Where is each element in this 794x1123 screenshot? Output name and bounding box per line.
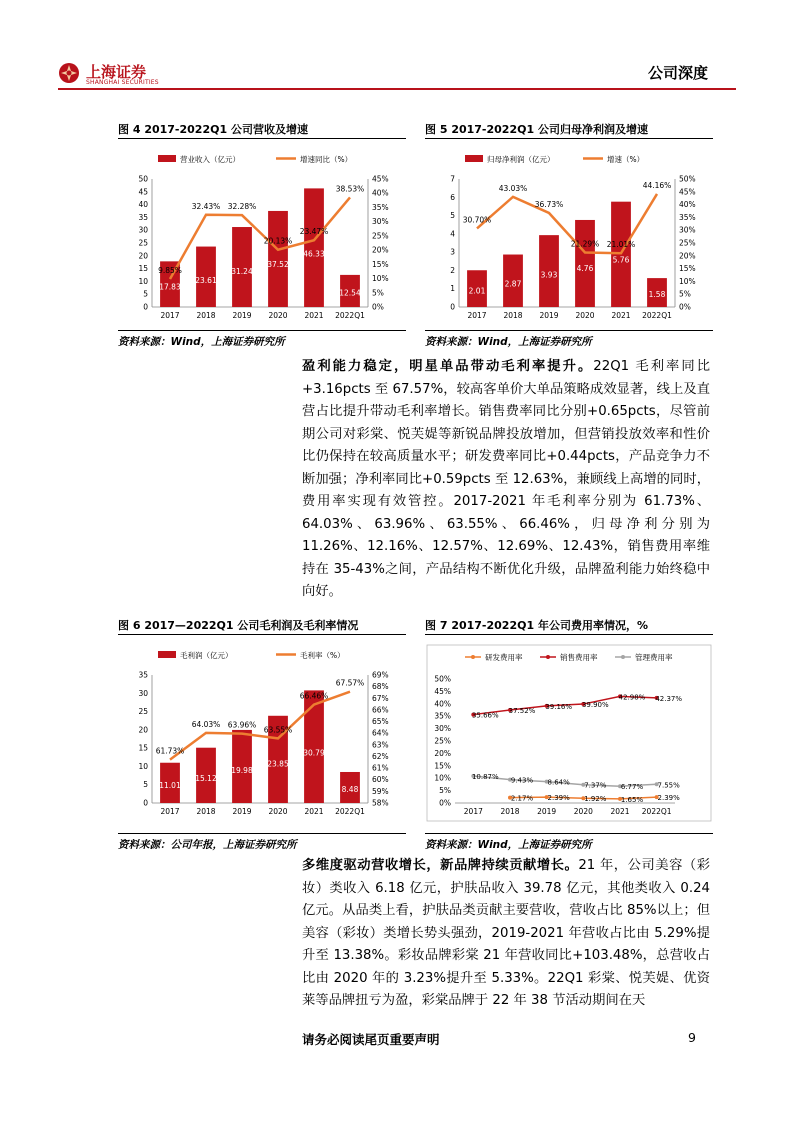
y-right-tick-label: 15% [679, 264, 696, 274]
y-left-tick-label: 5 [143, 780, 148, 790]
y-right-tick-label: 45% [679, 187, 696, 197]
y-right-tick-label: 5% [679, 289, 691, 299]
y-left-tick-label: 3 [450, 247, 455, 257]
y-left-tick-label: 50 [138, 174, 148, 184]
legend-label: 管理费用率 [635, 653, 673, 662]
bar [304, 188, 324, 307]
line-data-label: 20.13% [263, 236, 293, 246]
legend-bar-swatch [158, 155, 176, 162]
paragraph-profitability [302, 356, 710, 604]
y-right-tick-label: 20% [679, 251, 696, 261]
legend-line-label: 增速（%） [607, 155, 645, 164]
paragraph-revenue-drivers [302, 855, 710, 1013]
y-right-tick-label: 58% [372, 798, 389, 808]
page-number: 9 [688, 1030, 696, 1045]
y-tick-label: 10% [434, 773, 451, 783]
legend-bar-label: 归母净利润（亿元） [487, 155, 555, 164]
line-data-label: 38.53% [335, 184, 365, 194]
legend-line-label: 毛利率（%） [300, 651, 345, 660]
fig4-chart [118, 141, 406, 327]
y-tick-label: 0% [439, 798, 451, 808]
paragraph-body: 22Q1 毛利率同比+3.16pcts 至 67.57%，较高客单价大单品策略成效显著，线上及直营占比提升带动毛利率增长。销售费率同比分别+0.65pcts，尽管前期公司对彩棠、悦芙媞等新锐品牌投放增加，但营销投放效率和性价比仍保持在较高质量水平；研发费率同比+0.44pcts，产品竞争力不断加强；净利率同比+0.59pcts 至 12.63%，兼顾线上高增的同时，费用率实现有效管控。2017-2021 年毛利率分别为 61.73%、64.03%、63.96%、63.55%、66.46%，归母净利分别为 11.26%、12.16%、12.57%、12.69%、12.43%，销售费用率维持在 35-43%之间，产品结构不断优化升级，品牌盈利能力始终稳中向好。 [302, 359, 711, 599]
y-right-tick-label: 62% [372, 751, 389, 761]
data-label: 42.37% [655, 694, 683, 703]
x-tick-label: 2020 [268, 807, 288, 816]
y-right-tick-label: 0% [372, 302, 384, 312]
fig7-bottom-rule [425, 833, 713, 834]
y-left-tick-label: 40 [138, 200, 148, 210]
bar [304, 690, 324, 803]
x-tick-label: 2019 [539, 311, 559, 320]
y-left-tick-label: 20 [138, 251, 148, 261]
fig7-title: 图 7 2017-2022Q1 年公司费用率情况，% [425, 619, 648, 632]
y-left-tick-label: 35 [138, 670, 148, 680]
paragraph-body: 21 年，公司美容（彩妆）类收入 6.18 亿元，护肤品收入 39.78 亿元，其他类收入 0.24 亿元。从品类上看，护肤品类贡献主要营收，营收占比 85%以上；但美容（彩妆）类增长势头强劲，2019-2021 年营收占比由 5.29%提升至 13.38%。彩妆品牌彩棠 21 年营收同比+103.48%，总营收占比由 2020 年的 3.23%提升至 5.33%。22Q1 彩棠、悦芙媞、优资莱等品牌扭亏为盈，彩棠品牌于 22 年 38 节活动期间在天 [302, 858, 711, 1008]
data-label: 10.87% [471, 773, 499, 782]
bar-data-label: 12.54 [339, 288, 361, 298]
fig5-title: 图 5 2017-2022Q1 公司归母净利润及增速 [425, 123, 648, 136]
y-left-tick-label: 25 [138, 238, 148, 248]
x-tick-label: 2017 [467, 311, 487, 320]
line-data-label: 43.03% [498, 183, 528, 193]
y-right-tick-label: 59% [372, 786, 389, 796]
fig7-source: 资料来源：Wind，上海证券研究所 [425, 839, 592, 851]
legend-bar-swatch [158, 651, 176, 658]
bar-data-label: 19.98 [231, 766, 253, 776]
x-tick-label: 2022Q1 [642, 311, 672, 320]
line-data-label: 36.73% [534, 199, 564, 209]
line-data-label: 66.46% [299, 691, 329, 701]
x-tick-label: 2021 [304, 311, 324, 320]
data-label: 2.39% [657, 794, 680, 803]
data-label: 37.52% [508, 706, 536, 715]
y-left-tick-label: 0 [143, 798, 148, 808]
y-right-tick-label: 40% [372, 188, 389, 198]
fig6-bottom-rule [118, 833, 406, 834]
fig4-title: 图 4 2017-2022Q1 公司营收及增速 [118, 123, 308, 136]
y-left-tick-label: 5 [450, 211, 455, 221]
x-tick-label: 2022Q1 [641, 807, 672, 816]
fig4-source: 资料来源：Wind，上海证券研究所 [118, 336, 285, 348]
data-label: 9.43% [510, 776, 534, 785]
data-label: 35.66% [471, 711, 499, 720]
y-right-tick-label: 25% [372, 231, 389, 241]
y-tick-label: 45% [434, 686, 451, 696]
x-tick-label: 2017 [463, 807, 483, 816]
y-tick-label: 20% [434, 748, 451, 758]
fig6-chart [118, 637, 406, 823]
y-right-tick-label: 45% [372, 174, 389, 184]
y-left-tick-label: 2 [450, 265, 455, 275]
x-tick-label: 2018 [500, 807, 520, 816]
data-label: 39.16% [545, 702, 573, 711]
line-data-label: 64.03% [191, 719, 221, 729]
y-tick-label: 40% [434, 699, 451, 709]
x-tick-label: 2018 [196, 311, 216, 320]
company-logo-icon [58, 62, 80, 84]
paragraph-heading: 多维度驱动营收增长，新品牌持续贡献增长。 [302, 858, 579, 873]
y-right-tick-label: 30% [679, 225, 696, 235]
bar-data-label: 2.87 [504, 279, 522, 289]
legend-marker [471, 655, 475, 659]
legend-label: 销售费用率 [560, 653, 598, 662]
bar-data-label: 37.52 [267, 259, 289, 269]
x-tick-label: 2021 [304, 807, 324, 816]
bar-data-label: 11.01 [159, 780, 181, 790]
legend-marker [621, 655, 625, 659]
data-label: 2.17% [510, 794, 534, 803]
data-label: 2.39% [547, 794, 570, 803]
line-data-label: 63.96% [227, 720, 257, 730]
line-data-label: 21.01% [606, 240, 636, 250]
y-left-tick-label: 35 [138, 212, 148, 222]
y-right-tick-label: 40% [679, 200, 696, 210]
data-label: 1.65% [620, 795, 644, 804]
legend-bar-swatch [465, 155, 483, 162]
y-left-tick-label: 0 [143, 302, 148, 312]
legend-line-label: 增速同比（%） [300, 155, 353, 164]
y-left-tick-label: 10 [138, 761, 148, 771]
bar-data-label: 30.79 [303, 748, 325, 758]
y-right-tick-label: 66% [372, 705, 389, 715]
y-left-tick-label: 25 [138, 707, 148, 717]
data-label: 39.90% [581, 701, 609, 710]
bar-data-label: 2.01 [468, 286, 486, 296]
y-tick-label: 25% [434, 736, 451, 746]
y-left-tick-label: 0 [450, 302, 455, 312]
logo-text: 上海证券 [86, 63, 147, 81]
bar-data-label: 23.85 [267, 759, 289, 769]
line-data-label: 67.57% [335, 678, 365, 688]
y-left-tick-label: 30 [138, 225, 148, 235]
y-left-tick-label: 1 [450, 284, 455, 294]
fig6-title-rule [118, 634, 406, 635]
data-label: 7.37% [584, 781, 607, 790]
x-tick-label: 2022Q1 [335, 311, 365, 320]
fig5-title-rule [425, 138, 713, 139]
y-left-tick-label: 45 [138, 187, 148, 197]
x-tick-label: 2020 [575, 311, 595, 320]
y-right-tick-label: 63% [372, 740, 389, 750]
legend-marker [546, 655, 550, 659]
line-data-label: 61.73% [155, 746, 185, 756]
bar-data-label: 4.76 [576, 263, 594, 273]
x-tick-label: 2017 [160, 807, 180, 816]
y-tick-label: 50% [434, 674, 451, 684]
y-left-tick-label: 10 [138, 276, 148, 286]
line-data-label: 32.43% [191, 201, 221, 211]
disclaimer-notice: 请务必阅读尾页重要声明 [302, 1032, 440, 1047]
x-tick-label: 2018 [503, 311, 523, 320]
y-right-tick-label: 65% [372, 717, 389, 727]
x-tick-label: 2019 [537, 807, 557, 816]
bar-data-label: 5.76 [612, 255, 630, 265]
data-label: 7.55% [657, 781, 680, 790]
legend-bar-label: 营业收入（亿元） [180, 155, 240, 164]
y-right-tick-label: 67% [372, 693, 389, 703]
y-left-tick-label: 6 [450, 192, 455, 202]
header-divider [58, 88, 736, 90]
fig6-source: 资料来源：公司年报，上海证券研究所 [118, 839, 297, 851]
fig5-bottom-rule [425, 330, 713, 331]
legend-bar-label: 毛利润（亿元） [180, 651, 233, 660]
y-left-tick-label: 30 [138, 688, 148, 698]
x-tick-label: 2020 [573, 807, 593, 816]
x-tick-label: 2021 [610, 807, 630, 816]
y-right-tick-label: 30% [372, 217, 389, 227]
y-right-tick-label: 69% [372, 670, 389, 680]
y-right-tick-label: 68% [372, 682, 389, 692]
report-section-title: 公司深度 [647, 64, 708, 82]
bar-data-label: 23.61 [195, 275, 217, 285]
fig6-title: 图 6 2017—2022Q1 公司毛利润及毛利率情况 [118, 619, 359, 632]
fig7-title-rule [425, 634, 713, 635]
bar-data-label: 17.83 [159, 282, 181, 292]
y-right-tick-label: 60% [372, 775, 389, 785]
data-label: 6.77% [620, 783, 644, 792]
line-data-label: 63.55% [263, 725, 293, 735]
y-right-tick-label: 10% [372, 274, 389, 284]
y-tick-label: 15% [434, 761, 451, 771]
y-tick-label: 30% [434, 724, 451, 734]
x-tick-label: 2017 [160, 311, 180, 320]
fig7-chart [425, 637, 713, 823]
y-right-tick-label: 61% [372, 763, 389, 773]
line-data-label: 23.47% [299, 227, 329, 237]
y-right-tick-label: 10% [679, 276, 696, 286]
paragraph-heading: 盈利能力稳定，明星单品带动毛利率提升。 [302, 359, 594, 374]
y-left-tick-label: 15 [138, 743, 148, 753]
x-tick-label: 2020 [268, 311, 288, 320]
y-right-tick-label: 5% [372, 288, 384, 298]
line-data-label: 9.85% [158, 265, 182, 275]
bar-data-label: 8.48 [341, 785, 359, 795]
bar-data-label: 3.93 [540, 270, 558, 280]
y-tick-label: 35% [434, 711, 451, 721]
bar-data-label: 46.33 [303, 249, 325, 259]
y-right-tick-label: 35% [679, 212, 696, 222]
y-right-tick-label: 25% [679, 238, 696, 248]
data-label: 1.92% [584, 795, 607, 804]
y-left-tick-label: 5 [143, 289, 148, 299]
bar-data-label: 15.12 [195, 774, 217, 784]
x-tick-label: 2021 [611, 311, 631, 320]
logo-subtext: SHANGHAI SECURITIES [86, 79, 159, 86]
fig4-bottom-rule [118, 330, 406, 331]
y-right-tick-label: 35% [372, 202, 389, 212]
line-data-label: 21.29% [570, 239, 600, 249]
y-right-tick-label: 64% [372, 728, 389, 738]
line-data-label: 32.28% [227, 202, 257, 212]
y-left-tick-label: 4 [450, 229, 455, 239]
fig5-source: 资料来源：Wind，上海证券研究所 [425, 336, 592, 348]
y-right-tick-label: 15% [372, 259, 389, 269]
legend-label: 研发费用率 [485, 653, 523, 662]
x-tick-label: 2018 [196, 807, 216, 816]
bar-data-label: 1.58 [648, 289, 666, 299]
line-data-label: 44.16% [642, 180, 672, 190]
line-data-label: 30.70% [462, 215, 492, 225]
y-left-tick-label: 15 [138, 264, 148, 274]
data-label: 8.64% [547, 778, 570, 787]
y-left-tick-label: 20 [138, 725, 148, 735]
fig4-title-rule [118, 138, 406, 139]
fig5-chart [425, 141, 713, 327]
bar-data-label: 31.24 [231, 267, 253, 277]
x-tick-label: 2019 [232, 311, 252, 320]
x-tick-label: 2019 [232, 807, 252, 816]
data-label: 42.98% [618, 693, 646, 702]
y-tick-label: 5% [439, 786, 451, 796]
y-right-tick-label: 50% [679, 174, 696, 184]
y-right-tick-label: 0% [679, 302, 691, 312]
y-right-tick-label: 20% [372, 245, 389, 255]
y-left-tick-label: 7 [450, 174, 455, 184]
x-tick-label: 2022Q1 [335, 807, 365, 816]
